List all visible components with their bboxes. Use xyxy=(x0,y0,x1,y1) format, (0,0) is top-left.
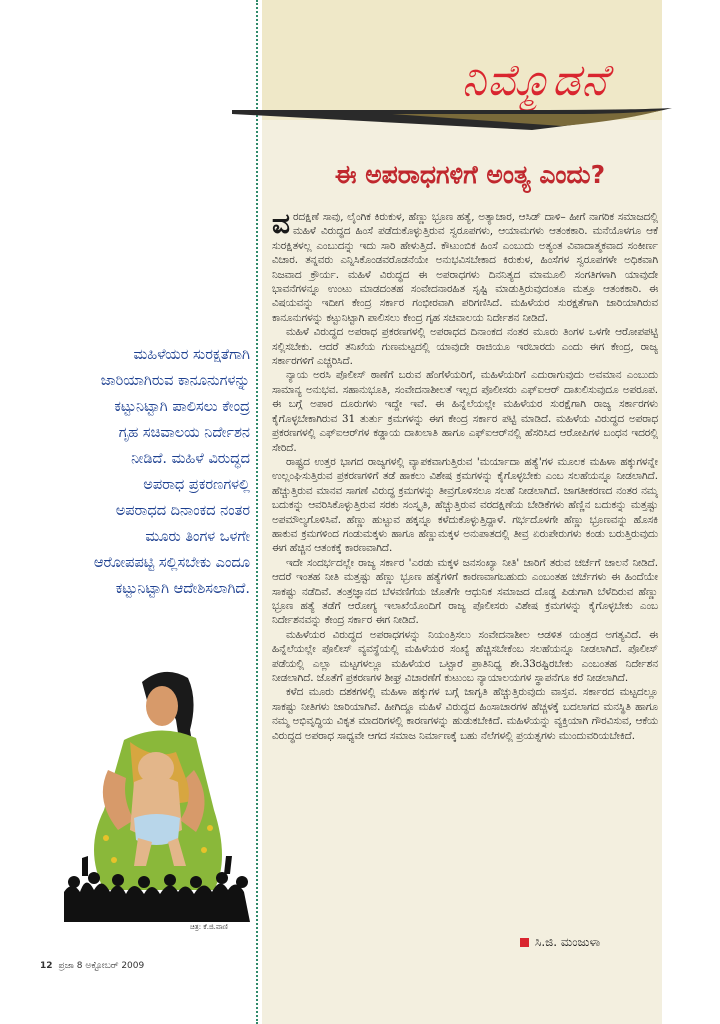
byline-marker-icon xyxy=(520,938,529,947)
paragraph-5: ಇದೇ ಸಂದರ್ಭದಲ್ಲೇ ರಾಜ್ಯ ಸರ್ಕಾರ 'ಎರಡು ಮಕ್ಕಳ ಜನಸಂಖ್ಯಾ ನೀತಿ' ಜಾರಿಗೆ ತರುವ ಚರ್ಚೆಗೆ ಚಾಲನೆ ನೀಡಿದೆ. ಆದರೆ ಇಂತಹ ನೀತಿ ಮತ್ತಷ್ಟು ಹೆಣ್ಣು ಭ್ರೂಣ ಹತ್ಯೆಗಳಿಗೆ ಕಾರಣವಾಗಬಹುದು ಎಂಬಂತಹ ಚರ್ಚೆಗಳು ಈ ಹಿಂದೆಯೇ ಸಾಕಷ್ಟು ನಡೆದಿವೆ. ತಂತ್ರಜ್ಞಾನದ ಬೆಳವಣಿಗೆಯ ಜೊತೆಗೇ ಆಧುನಿಕ ಸಮಾಜದ ದೊಡ್ಡ ಪಿಡುಗಾಗಿ ಬೆಳೆದಿರುವ ಹೆಣ್ಣು ಭ್ರೂಣ ಹತ್ಯೆ ತಡೆಗೆ ಆರೋಗ್ಯ ಇಲಾಖೆಯೊಂದಿಗೆ ರಾಜ್ಯ ಪೊಲೀಸರು ವಿಶೇಷ ಕ್ರಮಗಳನ್ನು ಕೈಗೊಳ್ಳಬೇಕು ಎಂಬ ನಿರ್ದೇಶನವನ್ನು ಕೇಂದ್ರ ಸರ್ಕಾರ ಈಗ ನೀಡಿದೆ. xyxy=(272,556,658,627)
header-swoosh xyxy=(232,106,672,136)
pullquote-line: ಮೂರು ತಿಂಗಳ ಒಳಗೇ xyxy=(145,529,250,545)
paragraph-7: ಕಳೆದ ಮೂರು ದಶಕಗಳಲ್ಲಿ ಮಹಿಳಾ ಹಕ್ಕುಗಳ ಬಗ್ಗೆ ಜಾಗೃತಿ ಹೆಚ್ಚುತ್ತಿರುವುದು ವಾಸ್ತವ. ಸರ್ಕಾರದ ಮಟ್ಟದಲ್ಲೂ ಸಾಕಷ್ಟು ನೀತಿಗಳು ಜಾರಿಯಾಗಿವೆ. ಹೀಗಿದ್ದೂ ಮಹಿಳೆ ವಿರುದ್ಧದ ಹಿಂಸಾಚಾರಗಳ ಹೆಚ್ಚಳಕ್ಕೆ ಬದಲಾಗದ ಮನಸ್ಥಿತಿ ಹಾಗೂ ನಮ್ಮ ಅಭಿವೃದ್ಧಿಯ ವಿಕೃತ ಮಾದರಿಗಳಲ್ಲಿ ಕಾರಣಗಳನ್ನು ಹುಡುಕಬೇಕಿದೆ. ಮಹಿಳೆಯನ್ನು ವ್ಯಕ್ತಿಯಾಗಿ ಗೌರವಿಸುವ, ಆಕೆಯ ವಿರುದ್ಧದ ಅಪರಾಧ ಸಾಧ್ಯವೇ ಆಗದ ಸಮಾಜ ನಿರ್ಮಾಣಕ್ಕೆ ಬಹು ನೆಲೆಗಳಲ್ಲಿ ಪ್ರಯತ್ನಗಳು ಮುಂದುವರಿಯಬೇಕಿದೆ. xyxy=(272,686,658,742)
paragraph-6: ಮಹಿಳೆಯರ ವಿರುದ್ಧದ ಅಪರಾಧಗಳನ್ನು ನಿಯಂತ್ರಿಸಲು ಸಂವೇದನಾಶೀಲ ಆಡಳಿತ ಯಂತ್ರದ ಅಗತ್ಯವಿದೆ. ಈ ಹಿನ್ನೆಲೆಯಲ್ಲೇ ಪೊಲೀಸ್ ವ್ಯವಸ್ಥೆಯಲ್ಲಿ ಮಹಿಳೆಯರ ಸಂಖ್ಯೆ ಹೆಚ್ಚಿಸಬೇಕೆಂಬ ಸಲಹೆಯನ್ನೂ ನೀಡಲಾಗಿದೆ. ಪೊಲೀಸ್ ಪಡೆಯಲ್ಲಿ ಎಲ್ಲಾ ಮಟ್ಟಗಳಲ್ಲೂ ಮಹಿಳೆಯರ ಒಟ್ಟಾರೆ ಪ್ರಾತಿನಿಧ್ಯ ಶೇ.33ರಷ್ಟಿರಬೇಕು ಎಂಬಂತಹ ನಿರ್ದೇಶನ ನೀಡಲಾಗಿದೆ. ಜೊತೆಗೆ ಪ್ರಕರಣಗಳ ಶೀಘ್ರ ವಿಚಾರಣೆಗೆ ಕುಟುಂಬ ನ್ಯಾಯಾಲಯಗಳ ಸ್ಥಾಪನೆಗೂ ಕರೆ ನೀಡಲಾಗಿದೆ. xyxy=(272,628,658,684)
page-footer xyxy=(40,961,240,971)
saree-dot xyxy=(111,857,117,863)
paragraph-4: ರಾಷ್ಟ್ರದ ಉತ್ತರ ಭಾಗದ ರಾಜ್ಯಗಳಲ್ಲಿ ವ್ಯಾಪಕವಾಗುತ್ತಿರುವ 'ಮರ್ಯಾದಾ ಹತ್ಯೆ'ಗಳ ಮೂಲಕ ಮಹಿಳಾ ಹಕ್ಕುಗಳನ್ನೇ ಉಲ್ಲಂಘಿಸುತ್ತಿರುವ ಪ್ರಕರಣಗಳಿಗೆ ತಡೆ ಹಾಕಲು ವಿಶೇಷ ಕ್ರಮಗಳನ್ನು ಕೈಗೊಳ್ಳಬೇಕು ಎಂಬ ಸಲಹೆಯನ್ನೂ ನೀಡಲಾಗಿದೆ. ಹೆಚ್ಚುತ್ತಿರುವ ಮಾನವ ಸಾಗಣೆ ವಿರುದ್ಧ ಕ್ರಮಗಳನ್ನು ತೀವ್ರಗೊಳಿಸಲೂ ಸಲಹೆ ನೀಡಲಾಗಿದೆ. ಜಾಗತೀಕರಣದ ನಂತರ ನಮ್ಮ ಬದುಕನ್ನು ಆವರಿಸಿಕೊಳ್ಳುತ್ತಿರುವ ಸರಕು ಸಂಸ್ಕೃತಿ, ಹೆಚ್ಚುತ್ತಿರುವ ವರದಕ್ಷಿಣೆಯ ಬೇಡಿಕೆಗಳು ಹೆಣ್ಣಿನ ಬದುಕನ್ನು ಮತ್ತಷ್ಟು ಅಪಮೌಲ್ಯಗೊಳಿಸಿವೆ. ಹೆಣ್ಣು ಹುಟ್ಟುವ ಹಕ್ಕನ್ನೂ ಕಳೆದುಕೊಳ್ಳುತ್ತಿದ್ದಾಳೆ. ಗರ್ಭದೊಳಗೇ ಹೆಣ್ಣು ಭ್ರೂಣವನ್ನು ಹೊಸಕಿ ಹಾಕುವ ಕ್ರಮಗಳಿಂದ ಗಂಡುಮಕ್ಕಳು ಹಾಗೂ ಹೆಣ್ಣುಮಕ್ಕಳ ಅನುಪಾತದಲ್ಲಿ ತೀವ್ರ ಏರುಪೇರುಗಳು ಕಂಡು ಬರುತ್ತಿರುವುದು ಈಗ ಹೆಚ್ಚಿನ ಆತಂಕಕ್ಕೆ ಕಾರಣವಾಗಿದೆ. xyxy=(272,455,658,555)
raised-fist xyxy=(82,856,88,876)
paragraph-1 xyxy=(272,210,658,325)
illustration-credit: ಚಿತ್ರ: ಕೆ.ಜಿ.ವಾಣಿ xyxy=(190,923,228,931)
pullquote-line: ಅಪರಾಧ ಪ್ರಕರಣಗಳಲ್ಲಿ xyxy=(143,477,250,493)
pullquote-line: ನೀಡಿದೆ. ಮಹಿಳೆ ವಿರುದ್ಧದ xyxy=(131,451,250,467)
page-number: 12 xyxy=(40,961,53,971)
crowd-head xyxy=(112,874,124,886)
article-body xyxy=(272,210,658,940)
saree-dot xyxy=(207,825,213,831)
pullquote-line: ಕಟ್ಟುನಿಟ್ಟಾಗಿ ಪಾಲಿಸಲು ಕೇಂದ್ರ xyxy=(114,399,250,415)
paragraph-2: ಮಹಿಳೆ ವಿರುದ್ಧದ ಅಪರಾಧ ಪ್ರಕರಣಗಳಲ್ಲಿ ಅಪರಾಧದ ದಿನಾಂಕದ ನಂತರ ಮೂರು ತಿಂಗಳ ಒಳಗೇ ಆರೋಪಪಟ್ಟಿ ಸಲ್ಲಿಸಬೇಕು. ಆದರೆ ತನಿಖೆಯ ಗುಣಮಟ್ಟದಲ್ಲಿ ಯಾವುದೇ ರಾಜಿಯೂ ಇರಬಾರದು ಎಂದು ಈಗ ಕೇಂದ್ರ, ರಾಜ್ಯ ಸರ್ಕಾರಗಳಿಗೆ ಎಚ್ಚರಿಸಿದೆ. xyxy=(272,326,658,368)
saree-dot xyxy=(201,847,207,853)
page-margin xyxy=(662,0,720,1024)
crowd-head xyxy=(68,876,80,888)
paragraph-text: ರದಕ್ಷಿಣೆ ಸಾವು, ಲೈಂಗಿಕ ಕಿರುಕುಳ, ಹೆಣ್ಣು ಭ್ರೂಣ ಹತ್ಯೆ, ಅತ್ಯಾಚಾರ, ಆಸಿಡ್ ದಾಳಿ– ಹೀಗೆ ನಾಗರಿಕ ಸಮಾಜದಲ್ಲಿ ಮಹಿಳೆ ವಿರುದ್ಧದ ಹಿಂಸೆ ಪಡೆದುಕೊಳ್ಳುತ್ತಿರುವ ಸ್ವರೂಪಗಳು, ಆಯಾಮಗಳು ಆತಂಕಕಾರಿ. ಮನೆಯೊಳಗೂ ಆಕೆ ಸುರಕ್ಷಿತಳಲ್ಲ ಎಂಬುದನ್ನು ಇದು ಸಾರಿ ಹೇಳುತ್ತಿದೆ. ಕೌಟುಂಬಿಕ ಹಿಂಸೆ ಎಂಬುದು ಅತ್ಯಂತ ವಿವಾದಾತ್ಮಕವಾದ ಸಂಕೀರ್ಣ ವಿಚಾರ. ತನ್ನವರು ಎನ್ನಿಸಿಕೊಂಡವರೊಡನೆಯೇ ಅನುಭವಿಸಬೇಕಾದ ಕಿರುಕುಳ, ಹಿಂಸೆಗಳ ಸ್ವರೂಪಗಳೇ ಅಧಿಕವಾಗಿ ನಿಜವಾದ ಕ್ರೌರ್ಯ. ಮಹಿಳೆ ವಿರುದ್ಧದ ಈ ಅಪರಾಧಗಳು ದಿನನಿತ್ಯದ ಮಾಮೂಲಿ ಸಂಗತಿಗಳಾಗಿ ಯಾವುದೇ ಭಾವನೆಗಳನ್ನೂ ಉಂಟು ಮಾಡದಂತಹ ಸಂವೇದನಾರಹಿತ ಸೃಷ್ಟಿ ಮಾಡುತ್ತಿರುವುದಂತೂ ಮತ್ತೂ ಆತಂಕಕಾರಿ. ಈ ವಿಷಯವನ್ನು ಇದೀಗ ಕೇಂದ್ರ ಸರ್ಕಾರ ಗಂಭೀರವಾಗಿ ಪರಿಗಣಿಸಿದೆ. ಮಹಿಳೆಯರ ಸುರಕ್ಷತೆಗಾಗಿ ಜಾರಿಯಾಗಿರುವ ಕಾನೂನುಗಳನ್ನು ಕಟ್ಟುನಿಟ್ಟಾಗಿ ಪಾಲಿಸಲು ಕೇಂದ್ರ ಗೃಹ ಸಚಿವಾಲಯ ನಿರ್ದೇಶನ ನೀಡಿದೆ. xyxy=(272,211,658,324)
issue-info: ಪ್ರಜಾ 8 ಅಕ್ಟೋಬರ್ 2009 xyxy=(58,961,145,971)
author-byline xyxy=(520,935,660,953)
saree-dot xyxy=(103,835,109,841)
paragraph-3: ನ್ಯಾಯ ಅರಸಿ ಪೊಲೀಸ್ ಠಾಣೆಗೆ ಬರುವ ಹೆಂಗೆಳೆಯರಿಗೆ, ಮಹಿಳೆಯರಿಗೆ ಎದುರಾಗುವುದು ಅವಮಾನ ಎಂಬುದು ಸಾಮಾನ್ಯ ಅನುಭವ. ಸಹಾನುಭೂತಿ, ಸಂವೇದನಾಶೀಲತೆ ಇಲ್ಲದ ಪೊಲೀಸರು ಎಫ್‌ಐಆರ್ ದಾಖಲಿಸುವುದೂ ಅಪರೂಪ. ಈ ಬಗ್ಗೆ ಅಪಾರ ದೂರುಗಳು ಇದ್ದೇ ಇವೆ. ಈ ಹಿನ್ನೆಲೆಯಲ್ಲೇ ಮಹಿಳೆಯರ ಸುರಕ್ಷೆಗಾಗಿ ರಾಜ್ಯ ಸರ್ಕಾರಗಳು ಕೈಗೊಳ್ಳಬೇಕಾಗಿರುವ 31 ತುರ್ತು ಕ್ರಮಗಳನ್ನು ಈಗ ಕೇಂದ್ರ ಸರ್ಕಾರ ಪಟ್ಟಿ ಮಾಡಿದೆ. ಮಹಿಳೆಯ ವಿರುದ್ಧದ ಅಪರಾಧ ಪ್ರಕರಣಗಳಲ್ಲಿ ಎಫ್‌ಐಆರ್‌ಗಳ ಕಡ್ಡಾಯ ದಾಖಲಾತಿ ಹಾಗೂ ಎಫ್‌ಐಆರ್‌ನಲ್ಲಿ ಹೆಸರಿಸಿದ ಆರೋಪಿಗಳ ಬಂಧನ ಇದರಲ್ಲಿ ಸೇರಿದೆ. xyxy=(272,369,658,454)
pullquote-line: ಜಾರಿಯಾಗಿರುವ ಕಾನೂನುಗಳನ್ನು xyxy=(100,373,250,389)
pullquote-line: ಅಪರಾಧದ ದಿನಾಂಕದ ನಂತರ xyxy=(115,503,250,519)
crowd-head xyxy=(164,874,176,886)
pullquote-line: ಮಹಿಳೆಯರ ಸುರಕ್ಷತೆಗಾಗಿ xyxy=(133,347,250,363)
pullquote-line: ಕಟ್ಟುನಿಟ್ಟಾಗಿ ಆದೇಶಿಸಲಾಗಿದೆ. xyxy=(115,581,250,597)
drop-cap: ವ xyxy=(272,210,290,240)
pullquote-line: ಆರೋಪಪಟ್ಟಿ ಸಲ್ಲಿಸಬೇಕು ಎಂದೂ xyxy=(93,555,250,571)
crowd-head xyxy=(190,876,202,888)
crowd-head xyxy=(138,876,150,888)
column-divider xyxy=(256,0,258,1024)
article-title: ಈ ಅಪರಾಧಗಳಿಗೆ ಅಂತ್ಯ ಎಂದು? xyxy=(334,160,606,189)
mother-child-illustration xyxy=(64,660,250,922)
crowd-head xyxy=(236,876,248,888)
crowd-head xyxy=(88,872,100,884)
pull-quote xyxy=(60,342,250,602)
author-name: ಸಿ.ಜಿ. ಮಂಜುಳಾ xyxy=(535,935,601,949)
woman-face xyxy=(146,686,178,726)
pullquote-line: ಗೃಹ ಸಚಿವಾಲಯ ನಿರ್ದೇಶನ xyxy=(118,425,250,441)
section-logo: ನಿಮ್ಮೊಡನೆ xyxy=(461,55,609,106)
